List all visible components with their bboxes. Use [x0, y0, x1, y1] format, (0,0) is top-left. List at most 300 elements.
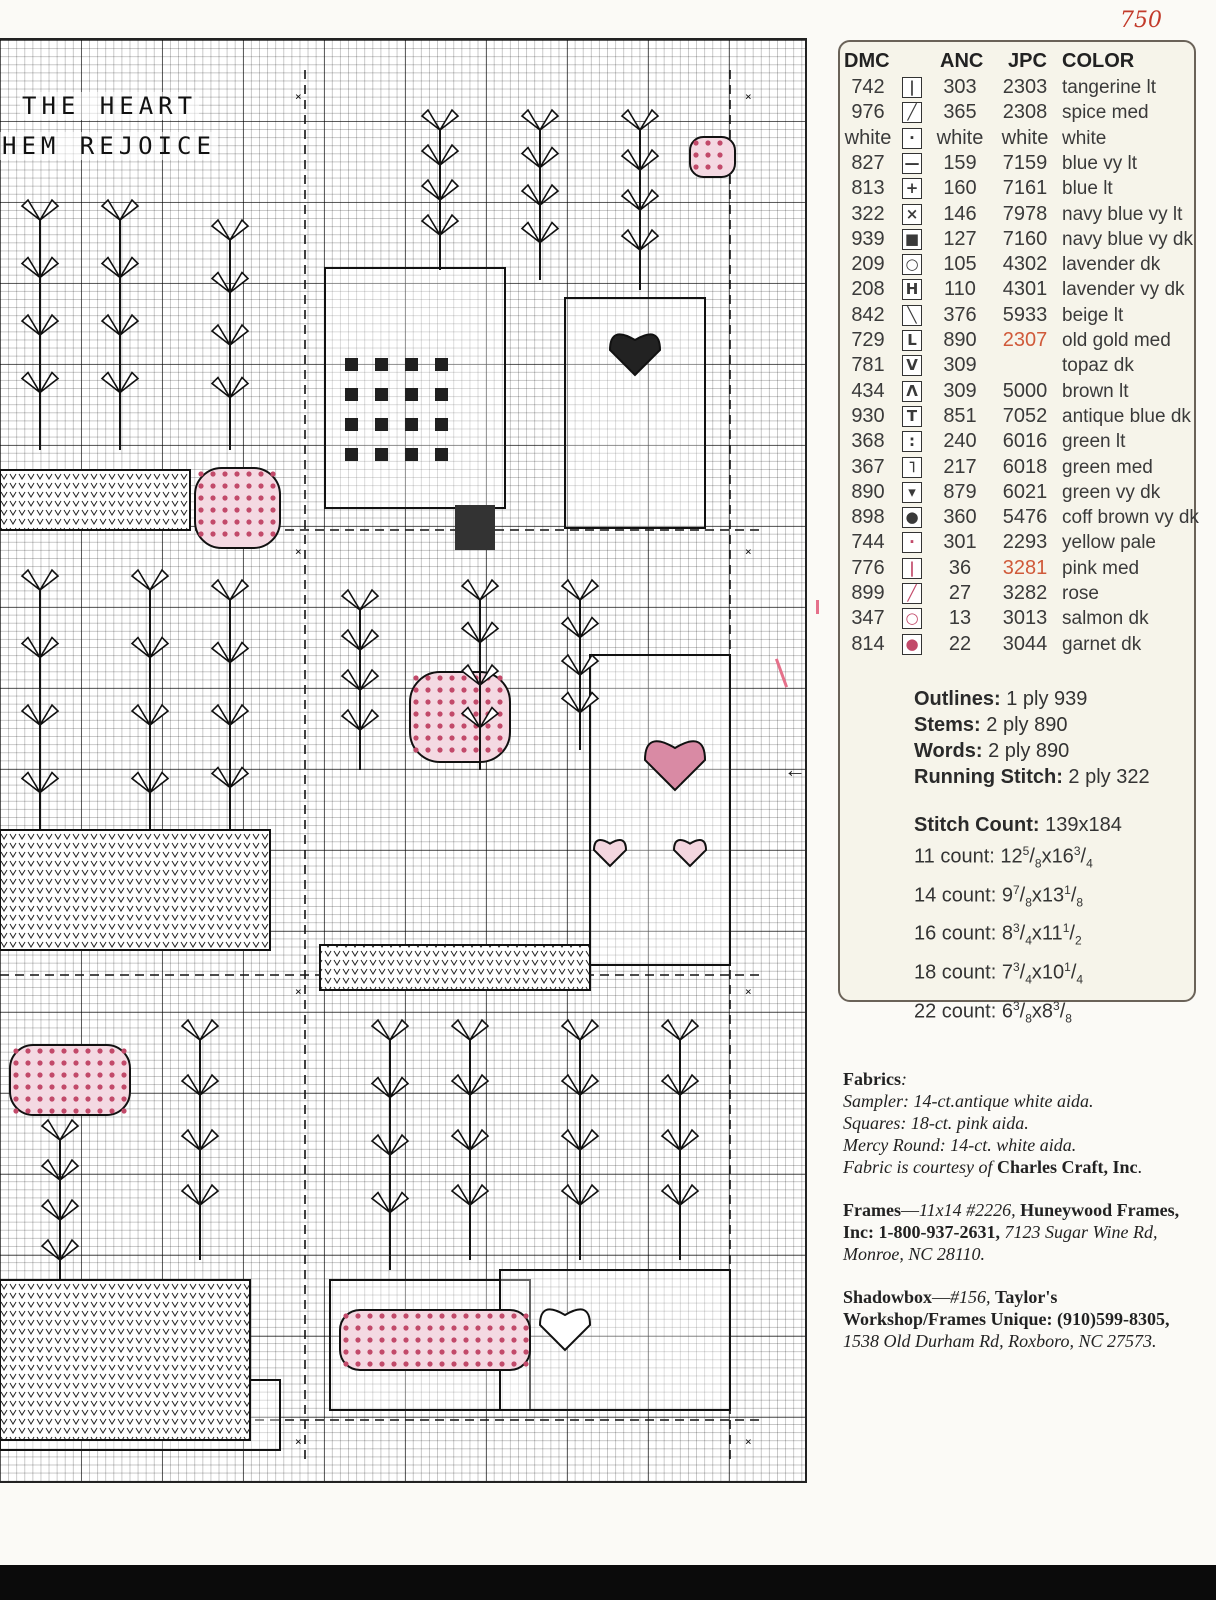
pink-stitch-dot — [461, 699, 466, 704]
pink-stitch-dot — [403, 1313, 408, 1318]
jpc-number: 7161 — [1002, 177, 1048, 200]
dmc-number: 368 — [851, 430, 885, 453]
leaf-motif — [212, 580, 248, 600]
pink-stitch-dot — [97, 1060, 102, 1065]
pink-stitch-dot — [234, 507, 239, 512]
pink-stitch-dot — [413, 723, 418, 728]
pink-stitch-dot — [475, 1337, 480, 1342]
jpc-number: 7052 — [1002, 404, 1048, 427]
pink-stitch-dot — [449, 687, 454, 692]
pink-stitch-dot — [198, 471, 203, 476]
pink-stitch-dot — [497, 699, 502, 704]
pink-stitch-dot — [499, 1313, 504, 1318]
leaf-motif — [182, 1020, 218, 1040]
size-a-num: 3 — [1012, 921, 1020, 936]
pink-stitch-dot — [49, 1096, 54, 1101]
pink-stitch-dot — [49, 1084, 54, 1089]
fabrics-colon: : — [901, 1069, 907, 1089]
pink-stitch-dot — [403, 1361, 408, 1366]
stitch-symbol-icon: ╲ — [902, 305, 922, 326]
corner-x-marker: × — [745, 1435, 752, 1448]
window-stitch — [375, 358, 388, 371]
pink-stitch-dot — [121, 1108, 126, 1113]
pink-stitch-dot — [210, 495, 215, 500]
pink-stitch-dot — [497, 735, 502, 740]
pink-stitch-dot — [222, 483, 227, 488]
anc-number: 240 — [943, 430, 977, 453]
anc-number: 36 — [948, 556, 972, 579]
stitch-symbol-icon: + — [902, 178, 922, 199]
pink-stitch-dot — [427, 1361, 432, 1366]
header-anc: ANC — [940, 50, 984, 72]
pink-stitch-dot — [13, 1048, 18, 1053]
stitch-count — [914, 812, 1122, 1031]
pink-stitch-dot — [210, 531, 215, 536]
pink-stitch-dot — [475, 1349, 480, 1354]
key-row — [840, 404, 1194, 429]
size-b-den: 4 — [1086, 856, 1093, 871]
size-a-den: 8 — [1025, 895, 1032, 910]
pink-stitch-dot — [451, 1325, 456, 1330]
leaf-motif — [342, 590, 378, 610]
pink-stitch-dot — [367, 1337, 372, 1342]
key-row — [840, 480, 1194, 505]
pink-stitch-dot — [693, 164, 698, 169]
window-stitch — [435, 388, 448, 401]
jpc-number: 7160 — [1002, 227, 1048, 250]
pink-stitch-dot — [343, 1361, 348, 1366]
window-stitch — [345, 358, 358, 371]
pink-stitch-dot — [85, 1060, 90, 1065]
pink-stitch-dot — [343, 1313, 348, 1318]
pink-stitch-dot — [210, 519, 215, 524]
color-name: rose — [1062, 583, 1099, 604]
pink-stitch-dot — [121, 1060, 126, 1065]
pink-stitch-dot — [485, 687, 490, 692]
anc-number: 303 — [943, 76, 977, 98]
color-name: pink med — [1062, 557, 1140, 579]
key-row — [840, 176, 1194, 201]
stitch-symbol-icon: H — [902, 279, 922, 300]
pink-stitch-dot — [437, 675, 442, 680]
pink-stitch-dot — [413, 711, 418, 716]
pink-stitch-dot — [403, 1325, 408, 1330]
size-b-whole: 8 — [1041, 1000, 1054, 1023]
leaf-motif — [102, 200, 138, 220]
stitch-symbol-icon: | — [902, 77, 922, 98]
pink-stitch-dot — [717, 152, 722, 157]
leaf-motif — [422, 110, 458, 130]
window-stitch — [405, 388, 418, 401]
key-row — [840, 606, 1194, 631]
size-b-den: 8 — [1065, 1011, 1072, 1026]
window-stitch — [435, 358, 448, 371]
size-a-num: 7 — [1012, 882, 1020, 897]
basket-band — [0, 830, 270, 950]
pink-stitch-dot — [258, 519, 263, 524]
size-b-num: 1 — [1064, 959, 1071, 974]
size-a-num: 3 — [1012, 959, 1020, 974]
pink-stitch-dot — [234, 471, 239, 476]
pink-stitch-dot — [463, 1349, 468, 1354]
color-name: lavender vy dk — [1062, 279, 1185, 301]
fabric-mercy: Mercy Round: 14-ct. white aida. — [843, 1135, 1077, 1155]
count-label: 14 count: — [914, 884, 997, 907]
pink-stitch-dot — [210, 507, 215, 512]
pink-stitch-dot — [121, 1084, 126, 1089]
pink-stitch-dot — [439, 1337, 444, 1342]
fabric-count-row: 22 count: $6^3/_8x8^3/_8$ — [914, 998, 1072, 1026]
pink-stitch-dot — [427, 1349, 432, 1354]
running-stitch-value: 2 ply 322 — [1068, 766, 1150, 788]
color-name: coff brown vy dk — [1062, 507, 1199, 529]
pink-stitch-dot — [439, 1325, 444, 1330]
pink-stitch-dot — [693, 140, 698, 145]
key-row — [840, 530, 1194, 555]
pink-stitch-dot — [97, 1096, 102, 1101]
jpc-number: 2308 — [1002, 101, 1048, 124]
pink-stitch-dot — [413, 687, 418, 692]
anc-number: 159 — [943, 151, 977, 174]
fabric-period: . — [1137, 1157, 1142, 1177]
stitch-symbol-icon: ● — [902, 507, 922, 528]
stitch-symbol-icon: ▾ — [902, 482, 922, 503]
pink-stitch-dot — [198, 519, 203, 524]
color-name: navy blue vy dk — [1062, 228, 1193, 250]
pink-stitch-dot — [85, 1108, 90, 1113]
pink-stitch-dot — [270, 507, 275, 512]
dmc-number: 208 — [851, 278, 885, 301]
center-arrow-icon: ← — [784, 757, 806, 782]
corner-x-marker: × — [295, 545, 302, 558]
pink-stitch-dot — [415, 1313, 420, 1318]
pink-stitch-dot — [379, 1313, 384, 1318]
pink-stitch-dot — [234, 495, 239, 500]
pink-stitch-dot — [270, 531, 275, 536]
size-b-den: 8 — [1076, 895, 1084, 910]
pink-stitch-dot — [461, 747, 466, 752]
pink-stitch-dot — [109, 1096, 114, 1101]
dmc-number: 776 — [851, 556, 885, 579]
color-name: spice med — [1062, 102, 1149, 124]
stitch-symbol-icon: · — [902, 532, 922, 553]
jpc-number: 3044 — [1002, 632, 1048, 655]
fabric-squares: Squares: 18-ct. pink aida. — [843, 1113, 1029, 1133]
pink-stitch-dot — [415, 1337, 420, 1342]
frames-label: Frames — [843, 1200, 901, 1220]
pink-stitch-dot — [415, 1361, 420, 1366]
size-b-whole: 13 — [1041, 884, 1065, 907]
anc-number: 890 — [943, 329, 977, 351]
count-label: 18 count: — [914, 961, 997, 984]
key-row — [840, 126, 1194, 151]
chart-motifs — [0, 40, 807, 1485]
motif-outline — [500, 1270, 730, 1410]
pink-stitch-dot — [523, 1337, 528, 1342]
pink-stitch-dot — [415, 1349, 420, 1354]
pink-stitch-dot — [449, 711, 454, 716]
pink-stitch-dot — [25, 1060, 30, 1065]
pink-stitch-dot — [499, 1325, 504, 1330]
pink-stitch-dot — [475, 1361, 480, 1366]
pink-stitch-dot — [425, 735, 430, 740]
pink-stitch-dot — [439, 1313, 444, 1318]
words-label: Words: — [914, 740, 983, 762]
pink-stitch-dot — [37, 1048, 42, 1053]
key-row — [840, 328, 1194, 353]
size-a-whole: 7 — [1001, 961, 1013, 984]
pink-stitch-dot — [437, 723, 442, 728]
pink-stitch-dot — [437, 747, 442, 752]
pink-stitch-dot — [367, 1325, 372, 1330]
dmc-number: 842 — [851, 303, 885, 326]
pink-stitch-dot — [523, 1349, 528, 1354]
dmc-number: 742 — [851, 76, 885, 98]
size-a-num: 5 — [1022, 844, 1030, 858]
size-a-whole: 6 — [1001, 1000, 1013, 1023]
pink-stitch-dot — [497, 687, 502, 692]
window-stitch — [405, 418, 418, 431]
pink-stitch-dot — [25, 1048, 30, 1053]
pink-stitch-dot — [485, 735, 490, 740]
key-row — [840, 429, 1194, 454]
pink-stitch-dot — [451, 1313, 456, 1318]
pink-stitch-dot — [246, 471, 251, 476]
pink-stitch-dot — [475, 1313, 480, 1318]
pink-stitch-dot — [270, 471, 275, 476]
pink-stitch-dot — [25, 1084, 30, 1089]
pink-stitch-dot — [437, 699, 442, 704]
jpc-number: white — [1001, 126, 1049, 149]
color-name: green med — [1062, 456, 1153, 478]
key-row — [840, 202, 1194, 227]
pink-stitch-dot — [511, 1361, 516, 1366]
size-b-num: 3 — [1053, 998, 1060, 1013]
key-row — [840, 353, 1194, 378]
jpc-number: 6018 — [1002, 455, 1048, 478]
chart-words-line-2: HEM REJOICE — [2, 132, 216, 160]
leaf-motif — [462, 580, 498, 600]
window-stitch — [375, 418, 388, 431]
pink-stitch-dot — [449, 735, 454, 740]
jpc-number: 5476 — [1002, 506, 1048, 529]
pink-stitch-dot — [355, 1349, 360, 1354]
pink-stitch-dot — [13, 1108, 18, 1113]
motif-outline — [590, 655, 730, 965]
pink-stitch-dot — [473, 711, 478, 716]
pink-stitch-dot — [439, 1349, 444, 1354]
pink-stitch-dot — [473, 747, 478, 752]
stitch-symbol-icon: T — [902, 406, 922, 427]
size-a-whole: 8 — [1001, 922, 1013, 945]
size-a-whole: 9 — [1001, 884, 1013, 907]
pink-stitch-dot — [485, 747, 490, 752]
size-a-den: 4 — [1025, 972, 1032, 987]
pink-stitch-dot — [246, 495, 251, 500]
color-name: tangerine lt — [1062, 77, 1157, 98]
pink-stitch-dot — [49, 1072, 54, 1077]
pink-stitch-dot — [427, 1313, 432, 1318]
window-stitch — [405, 358, 418, 371]
pink-stitch-dot — [49, 1060, 54, 1065]
pink-stitch-dot — [511, 1313, 516, 1318]
anc-number: 146 — [943, 202, 977, 225]
anc-number: 360 — [943, 506, 977, 529]
fabric-count-row: 14 count: $9^7/_8x13^1/_8$ — [914, 882, 1084, 910]
pink-stitch-dot — [425, 675, 430, 680]
pink-stitch-dot — [37, 1096, 42, 1101]
pink-stitch-dot — [391, 1337, 396, 1342]
dmc-number: 209 — [851, 253, 885, 276]
size-b-num: 1 — [1062, 921, 1070, 936]
pink-stitch-dot — [379, 1361, 384, 1366]
anc-number: 879 — [943, 480, 977, 503]
pink-stitch-dot — [270, 519, 275, 524]
pink-stitch-dot — [61, 1072, 66, 1077]
key-row — [840, 303, 1194, 328]
pink-stitch-dot — [25, 1072, 30, 1077]
window-stitch — [345, 448, 358, 461]
pink-stitch-dot — [25, 1096, 30, 1101]
stitch-symbol-icon: : — [902, 431, 922, 452]
outlines-label: Outlines: — [914, 688, 1001, 710]
anc-number: white — [936, 126, 984, 149]
jpc-number: 2293 — [1002, 531, 1048, 554]
pink-stitch-dot — [391, 1361, 396, 1366]
header-jpc: JPC — [1008, 50, 1047, 72]
pink-stitch-dot — [523, 1313, 528, 1318]
pink-stitch-dot — [270, 483, 275, 488]
leaf-motif — [452, 1020, 488, 1040]
pink-stitch-dot — [61, 1048, 66, 1053]
size-a-num: 3 — [1012, 998, 1020, 1013]
supplies-info — [843, 1068, 1203, 1373]
leaf-motif — [132, 570, 168, 590]
pink-stitch-dot — [473, 687, 478, 692]
pink-stitch-dot — [379, 1349, 384, 1354]
pink-stitch-dot — [210, 471, 215, 476]
chart-words-line-1: THE HEART — [22, 92, 198, 120]
pink-stitch-dot — [717, 164, 722, 169]
pink-stitch-dot — [403, 1349, 408, 1354]
dmc-number: 729 — [851, 329, 885, 351]
header-dmc: DMC — [844, 50, 890, 72]
pink-stitch-dot — [198, 531, 203, 536]
fabric-count-row: 11 count: $12^5/_8x16^3/_4$ — [914, 844, 1093, 871]
window-stitch — [375, 388, 388, 401]
anc-number: 160 — [943, 177, 977, 200]
pink-stitch-dot — [427, 1325, 432, 1330]
pink-stitch-dot — [13, 1084, 18, 1089]
pink-stitch-dot — [343, 1349, 348, 1354]
pink-stitch-dot — [379, 1325, 384, 1330]
shadowbox-model: #156, — [950, 1287, 991, 1307]
pink-stitch-dot — [705, 164, 710, 169]
fabric-count-row: 18 count: $7^3/_4x10^1/_4$ — [914, 959, 1084, 987]
frames-model: 11x14 #2226, — [918, 1200, 1016, 1220]
corner-x-marker: × — [745, 545, 752, 558]
count-label: 16 count: — [914, 922, 997, 945]
anc-number: 105 — [943, 253, 977, 276]
pink-stitch-dot — [198, 507, 203, 512]
size-b-den: 4 — [1076, 972, 1084, 987]
fabric-courtesy: Fabric is courtesy of — [843, 1157, 993, 1177]
window-stitch — [435, 418, 448, 431]
pink-stitch-dot — [61, 1108, 66, 1113]
scan-bottom-edge — [0, 1565, 1216, 1600]
jpc-number: 2307 — [1002, 329, 1048, 351]
dmc-number: 814 — [851, 632, 885, 655]
pink-stitch-dot — [61, 1096, 66, 1101]
stitch-symbol-icon: Λ — [902, 381, 922, 402]
basket-band — [320, 945, 590, 990]
pink-stitch-dot — [499, 1361, 504, 1366]
color-name: lavender dk — [1062, 254, 1161, 276]
anc-number: 22 — [948, 632, 972, 655]
pink-stitch-dot — [499, 1349, 504, 1354]
pink-stitch-dot — [463, 1313, 468, 1318]
pink-stitch-dot — [451, 1349, 456, 1354]
leaf-motif — [22, 570, 58, 590]
fabrics-section — [843, 1068, 1203, 1178]
pink-stitch-dot — [121, 1048, 126, 1053]
stitch-symbol-icon: ╱ — [902, 102, 922, 123]
anc-number: 301 — [943, 531, 977, 554]
pink-stitch-dot — [449, 675, 454, 680]
pink-stitch-dot — [97, 1072, 102, 1077]
size-b-whole: 16 — [1051, 845, 1074, 868]
stitch-symbol-icon: ˥ — [902, 457, 922, 478]
dmc-number: 744 — [851, 531, 885, 554]
color-name: yellow pale — [1062, 532, 1156, 554]
pink-stitch-dot — [463, 1361, 468, 1366]
pink-stitch-dot — [391, 1349, 396, 1354]
pink-stitch-dot — [523, 1325, 528, 1330]
pink-stitch-dot — [461, 675, 466, 680]
pink-stitch-dot — [425, 687, 430, 692]
pink-stitch-dot — [487, 1361, 492, 1366]
pink-stitch-dot — [451, 1361, 456, 1366]
pink-stitch-dot — [246, 483, 251, 488]
leaf-motif — [562, 580, 598, 600]
size-b-den: 2 — [1074, 933, 1082, 948]
size-a-den: 8 — [1025, 1011, 1032, 1026]
pink-stitch-dot — [61, 1084, 66, 1089]
dmc-number: 899 — [851, 582, 885, 604]
pink-stitch-dot — [367, 1313, 372, 1318]
anc-number: 127 — [943, 227, 977, 250]
cross-stitch-chart — [0, 38, 807, 1483]
leaf-motif — [562, 1020, 598, 1040]
size-b-whole: 10 — [1041, 961, 1065, 984]
stitch-symbol-icon: V — [902, 355, 922, 376]
page-number: 750 — [1120, 8, 1162, 33]
shadowbox-company: Taylor's Workshop/Frames Unique: (910)599-8305, — [843, 1287, 1170, 1329]
pink-stitch-dot — [246, 507, 251, 512]
count-label: 22 count: — [914, 1000, 997, 1023]
pink-stitch-dot — [222, 507, 227, 512]
fabrics-label: Fabrics — [843, 1069, 901, 1089]
pink-stitch-dot — [37, 1108, 42, 1113]
pink-stitch-dot — [222, 531, 227, 536]
pink-stitch-dot — [61, 1060, 66, 1065]
pink-stitch-dot — [37, 1060, 42, 1065]
pink-stitch-dot — [367, 1361, 372, 1366]
pink-stitch-dot — [511, 1349, 516, 1354]
pink-stitch-dot — [258, 507, 263, 512]
stitch-symbol-icon: · — [902, 128, 922, 149]
count-label: 11 count: — [914, 845, 995, 868]
